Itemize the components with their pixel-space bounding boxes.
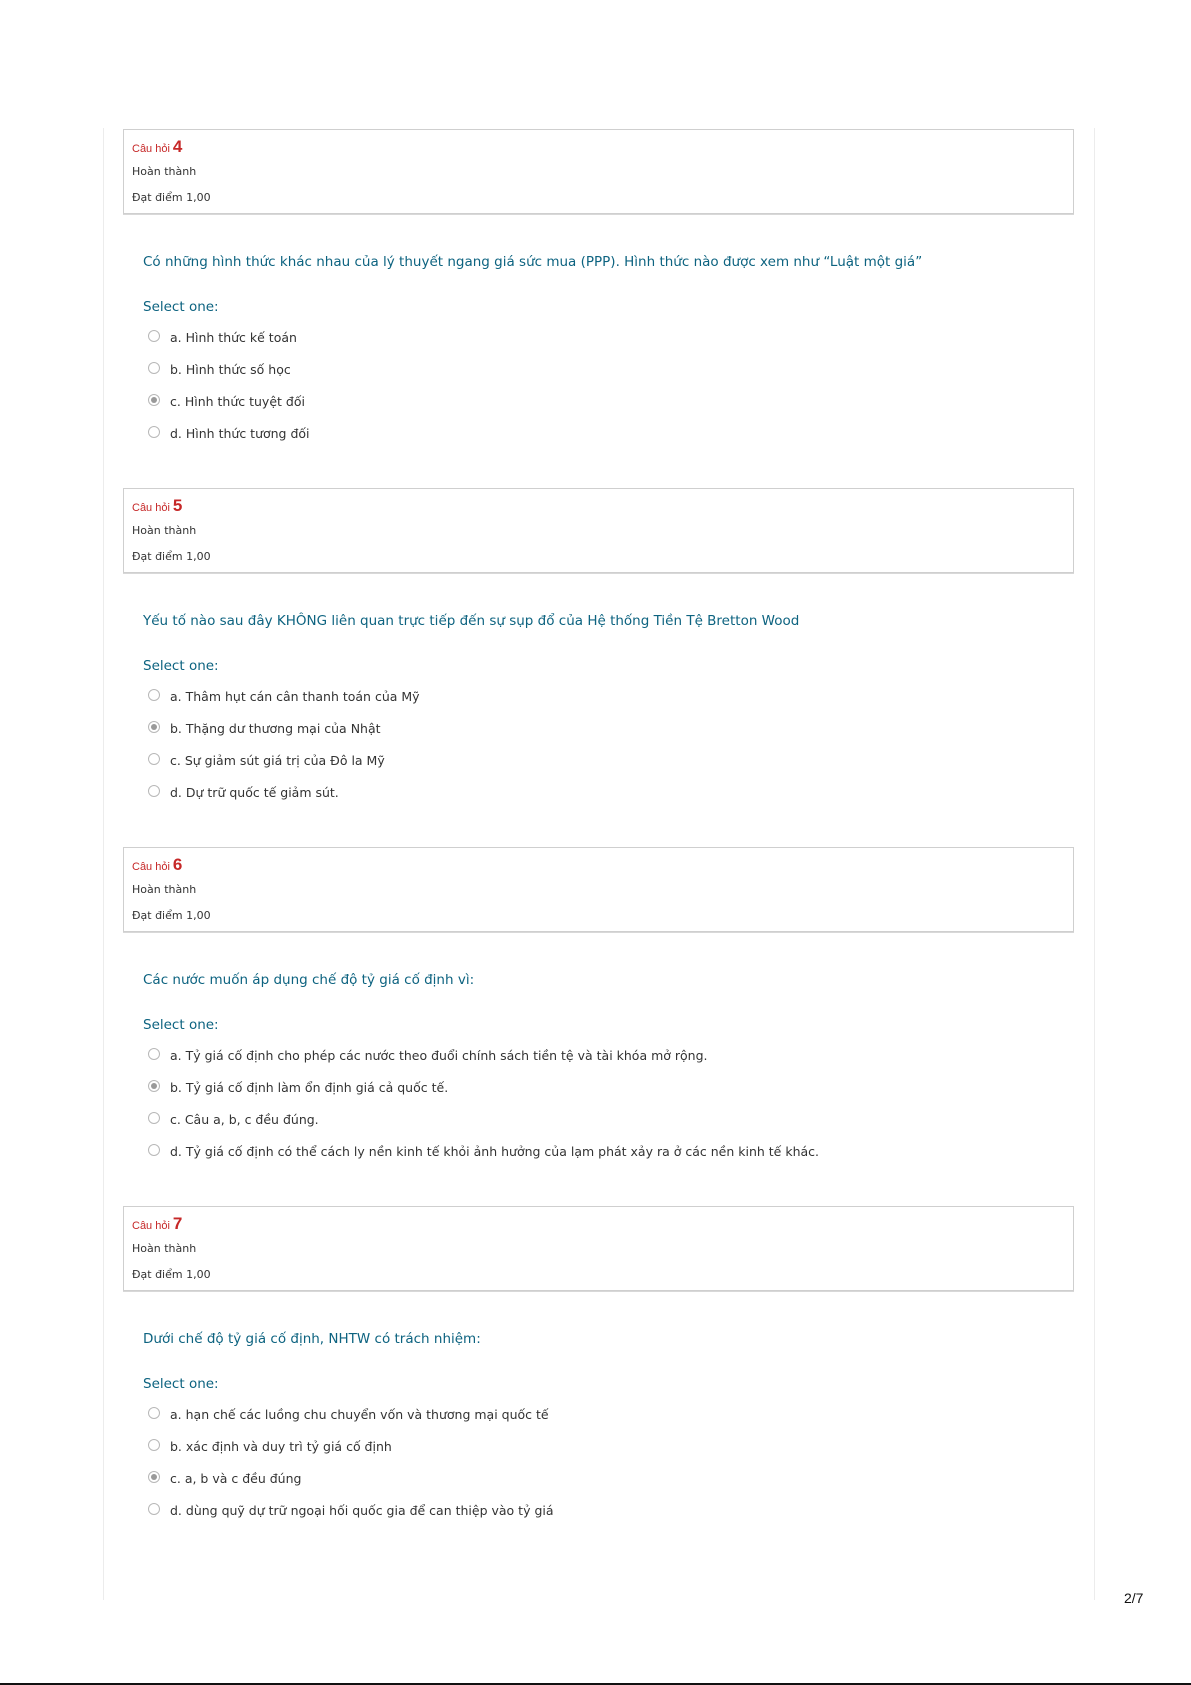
radio-button[interactable] <box>148 1471 160 1483</box>
radio-button[interactable] <box>148 1080 160 1092</box>
answer-option-label: d. Tỷ giá cố định có thể cách ly nền kinh tế khỏi ảnh hưởng của lạm phát xảy ra ở các nền kinh tế khác. <box>170 1144 820 1159</box>
question-state: Hoàn thành <box>132 524 197 537</box>
radio-button[interactable] <box>148 1112 160 1124</box>
answer-option-label: b. Hình thức số học <box>170 362 291 377</box>
radio-button[interactable] <box>148 1407 160 1419</box>
answer-option-c[interactable] <box>148 1470 1048 1490</box>
answer-option-d[interactable] <box>148 1502 1048 1522</box>
radio-button[interactable] <box>148 394 160 406</box>
select-one-label: Select one: <box>143 658 219 674</box>
question-7 <box>123 1206 1074 1565</box>
radio-button[interactable] <box>148 330 160 342</box>
radio-button[interactable] <box>148 753 160 765</box>
answer-option-label: a. hạn chế các luồng chu chuyển vốn và thương mại quốc tế <box>170 1407 549 1422</box>
answer-option-label: a. Hình thức kế toán <box>170 330 297 345</box>
question-label: Câu hỏi 7 <box>132 1214 183 1233</box>
question-text: Các nước muốn áp dụng chế độ tỷ giá cố định vì: <box>143 972 475 988</box>
page-right-border <box>1094 128 1095 1600</box>
question-text: Có những hình thức khác nhau của lý thuyết ngang giá sức mua (PPP). Hình thức nào được xem như “Luật một giá” <box>143 254 923 270</box>
radio-button[interactable] <box>148 785 160 797</box>
question-grade: Đạt điểm 1,00 <box>132 1268 211 1281</box>
answer-option-a[interactable] <box>148 688 1048 708</box>
question-number: 4 <box>172 137 183 156</box>
answer-option-b[interactable] <box>148 1438 1048 1458</box>
question-number: 6 <box>172 855 183 874</box>
radio-button[interactable] <box>148 721 160 733</box>
radio-button[interactable] <box>148 1503 160 1515</box>
question-grade: Đạt điểm 1,00 <box>132 909 211 922</box>
question-state: Hoàn thành <box>132 883 197 896</box>
question-6 <box>123 847 1074 1206</box>
question-text: Yếu tố nào sau đây KHÔNG liên quan trực tiếp đến sự sụp đổ của Hệ thống Tiền Tệ Bretton Wood <box>143 613 800 629</box>
answer-option-c[interactable] <box>148 393 1048 413</box>
answer-option-c[interactable] <box>148 1111 1048 1131</box>
answer-option-label: c. a, b và c đều đúng <box>170 1471 302 1486</box>
question-number: 7 <box>172 1214 183 1233</box>
question-5 <box>123 488 1074 847</box>
radio-button[interactable] <box>148 1048 160 1060</box>
radio-button[interactable] <box>148 362 160 374</box>
question-state: Hoàn thành <box>132 165 197 178</box>
select-one-label: Select one: <box>143 299 219 315</box>
answer-option-a[interactable] <box>148 329 1048 349</box>
answer-option-d[interactable] <box>148 784 1048 804</box>
answer-option-label: b. xác định và duy trì tỷ giá cố định <box>170 1439 392 1454</box>
question-info-box <box>123 129 1074 214</box>
answer-option-d[interactable] <box>148 1143 1048 1163</box>
answer-option-d[interactable] <box>148 425 1048 445</box>
radio-button[interactable] <box>148 1439 160 1451</box>
question-info-box <box>123 847 1074 932</box>
answer-option-c[interactable] <box>148 752 1048 772</box>
radio-button[interactable] <box>148 1144 160 1156</box>
answer-option-label: d. Hình thức tương đối <box>170 426 310 441</box>
question-info-box <box>123 1206 1074 1291</box>
answer-option-a[interactable] <box>148 1406 1048 1426</box>
answer-option-label: b. Tỷ giá cố định làm ổn định giá cả quốc tế. <box>170 1080 449 1095</box>
answer-option-b[interactable] <box>148 1079 1048 1099</box>
page-number: 2/7 <box>1124 1590 1144 1606</box>
question-4 <box>123 129 1074 488</box>
answer-option-label: d. dùng quỹ dự trữ ngoại hối quốc gia để can thiệp vào tỷ giá <box>170 1503 554 1518</box>
select-one-label: Select one: <box>143 1017 219 1033</box>
answer-option-b[interactable] <box>148 361 1048 381</box>
select-one-label: Select one: <box>143 1376 219 1392</box>
question-grade: Đạt điểm 1,00 <box>132 550 211 563</box>
answer-option-label: d. Dự trữ quốc tế giảm sút. <box>170 785 339 800</box>
answer-option-label: c. Sự giảm sút giá trị của Đô la Mỹ <box>170 753 385 768</box>
answer-option-b[interactable] <box>148 720 1048 740</box>
radio-button[interactable] <box>148 426 160 438</box>
page-left-border <box>103 128 104 1600</box>
question-label: Câu hỏi 6 <box>132 855 183 874</box>
answer-option-label: a. Thâm hụt cán cân thanh toán của Mỹ <box>170 689 420 704</box>
answer-option-a[interactable] <box>148 1047 1048 1067</box>
answer-option-label: a. Tỷ giá cố định cho phép các nước theo đuổi chính sách tiền tệ và tài khóa mở rộng. <box>170 1048 708 1063</box>
question-number: 5 <box>172 496 183 515</box>
question-label: Câu hỏi 5 <box>132 496 183 515</box>
question-grade: Đạt điểm 1,00 <box>132 191 211 204</box>
radio-button[interactable] <box>148 689 160 701</box>
answer-option-label: b. Thặng dư thương mại của Nhật <box>170 721 381 736</box>
answer-option-label: c. Câu a, b, c đều đúng. <box>170 1112 319 1127</box>
question-state: Hoàn thành <box>132 1242 197 1255</box>
answer-option-label: c. Hình thức tuyệt đối <box>170 394 305 409</box>
question-info-box <box>123 488 1074 573</box>
question-text: Dưới chế độ tỷ giá cố định, NHTW có trách nhiệm: <box>143 1331 481 1347</box>
question-label: Câu hỏi 4 <box>132 137 183 156</box>
